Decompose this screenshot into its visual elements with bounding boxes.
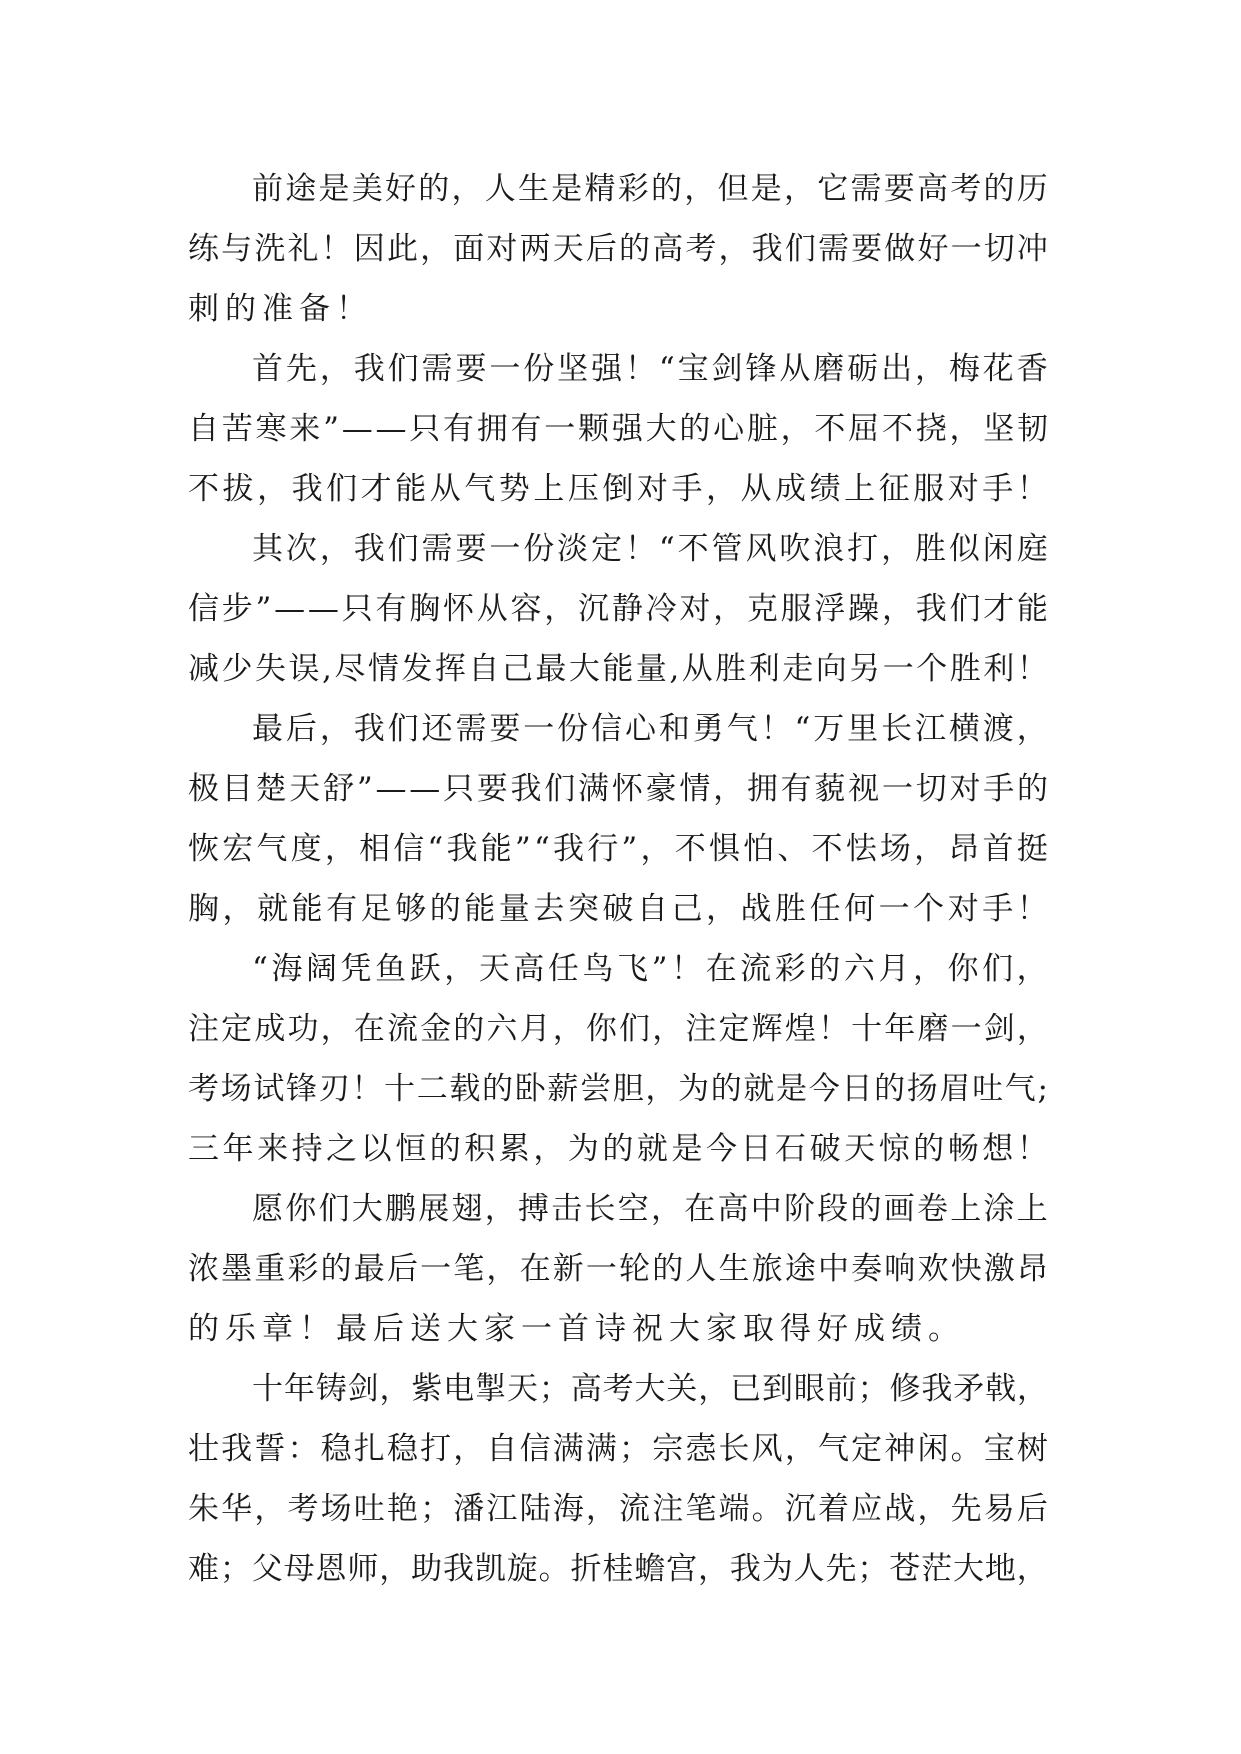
paragraph-4 — [188, 699, 1048, 939]
text-line: 信 步 ” — — 只 有 胸 怀 从 容 ， 沉 静 冷 对 ， 克 服 浮 躁 ， 我 们 才 能 — [188, 591, 1048, 627]
text-line: 自 苦 寒 来 ” — — 只 有 拥 有 一 颗 强 大 的 心 脏 ， 不 屈 不 挠 ， 坚 韧 — [188, 411, 1048, 447]
text-line: 三 年 来 持 之 以 恒 的 积 累 ， 为 的 就 是 今 日 石 破 天 惊 的 畅 想 ！ — [188, 1131, 1048, 1167]
text-line: 注 定 成 功 ， 在 流 金 的 六 月 ， 你 们 ， 注 定 辉 煌 ！ 十 年 磨 一 剑 ， — [188, 1011, 1048, 1047]
text-line: 其 次 ， 我 们 需 要 一 份 淡 定 ！ “ 不 管 风 吹 浪 打 ， 胜 似 闲 庭 — [252, 531, 1048, 567]
text-line: 不 拔 ， 我 们 才 能 从 气 势 上 压 倒 对 手 ， 从 成 绩 上 征 服 对 手 ！ — [188, 471, 1048, 507]
text-line: 练 与 洗 礼 ！ 因 此 ， 面 对 两 天 后 的 高 考 ， 我 们 需 要 做 好 一 切 冲 — [188, 231, 1048, 267]
text-line: 的乐章！最后送大家一首诗祝大家取得好成绩。 — [188, 1311, 965, 1347]
paragraph-2 — [188, 339, 1048, 519]
paragraph-7-poem — [188, 1359, 1048, 1599]
text-line: 壮 我 誓 ： 稳 扎 稳 打 ， 自 信 满 满 ； 宗 悫 长 风 ， 气 定 神 闲 。 宝 树 — [188, 1431, 1048, 1467]
text-line: 首 先 ， 我 们 需 要 一 份 坚 强 ！ “ 宝 剑 锋 从 磨 砺 出 ， 梅 花 香 — [252, 351, 1048, 387]
document-body — [188, 159, 1048, 1599]
paragraph-3 — [188, 519, 1048, 699]
text-line: 恢 宏 气 度 ， 相 信 “ 我 能 ” “ 我 行 ” ， 不 惧 怕 、 不 怯 场 ， 昂 首 挺 — [188, 831, 1048, 867]
paragraph-5 — [188, 939, 1048, 1179]
text-line: 朱 华 ， 考 场 吐 艳 ； 潘 江 陆 海 ， 流 注 笔 端 。 沉 着 应 战 ， 先 易 后 — [188, 1491, 1048, 1527]
paragraph-6 — [188, 1179, 1048, 1359]
text-line: 难 ； 父 母 恩 师 ， 助 我 凯 旋 。 折 桂 蟾 宫 ， 我 为 人 先 ； 苍 茫 大 地 ， — [188, 1551, 1048, 1587]
text-line: 考 场 试 锋 刃 ！ 十 二 载 的 卧 薪 尝 胆 ， 为 的 就 是 今 日 的 扬 眉 吐 气 ; — [188, 1071, 1048, 1107]
paragraph-1 — [188, 159, 1048, 339]
text-line: 减 少 失 误 , 尽 情 发 挥 自 己 最 大 能 量 , 从 胜 利 走 向 另 一 个 胜 利 ！ — [188, 651, 1048, 687]
text-line: “ 海 阔 凭 鱼 跃 ， 天 高 任 鸟 飞 ” ！ 在 流 彩 的 六 月 ， 你 们 ， — [252, 951, 1048, 987]
text-line: 十 年 铸 剑 ， 紫 电 掣 天 ； 高 考 大 关 ， 已 到 眼 前 ； 修 我 矛 戟 ， — [252, 1371, 1048, 1407]
text-line: 极 目 楚 天 舒 ” — — 只 要 我 们 满 怀 豪 情 ， 拥 有 藐 视 一 切 对 手 的 — [188, 771, 1048, 807]
text-line: 胸 ， 就 能 有 足 够 的 能 量 去 突 破 自 己 ， 战 胜 任 何 一 个 对 手 ！ — [188, 891, 1048, 927]
text-line: 前 途 是 美 好 的 ， 人 生 是 精 彩 的 ， 但 是 ， 它 需 要 高 考 的 历 — [252, 171, 1048, 207]
text-line: 最 后 ， 我 们 还 需 要 一 份 信 心 和 勇 气 ！ “ 万 里 长 江 横 渡 ， — [252, 711, 1048, 747]
text-line: 愿 你 们 大 鹏 展 翅 ， 搏 击 长 空 ， 在 高 中 阶 段 的 画 卷 上 涂 上 — [252, 1191, 1048, 1227]
text-line: 浓 墨 重 彩 的 最 后 一 笔 ， 在 新 一 轮 的 人 生 旅 途 中 奏 响 欢 快 激 昂 — [188, 1251, 1048, 1287]
text-line: 刺的准备！ — [188, 291, 373, 327]
